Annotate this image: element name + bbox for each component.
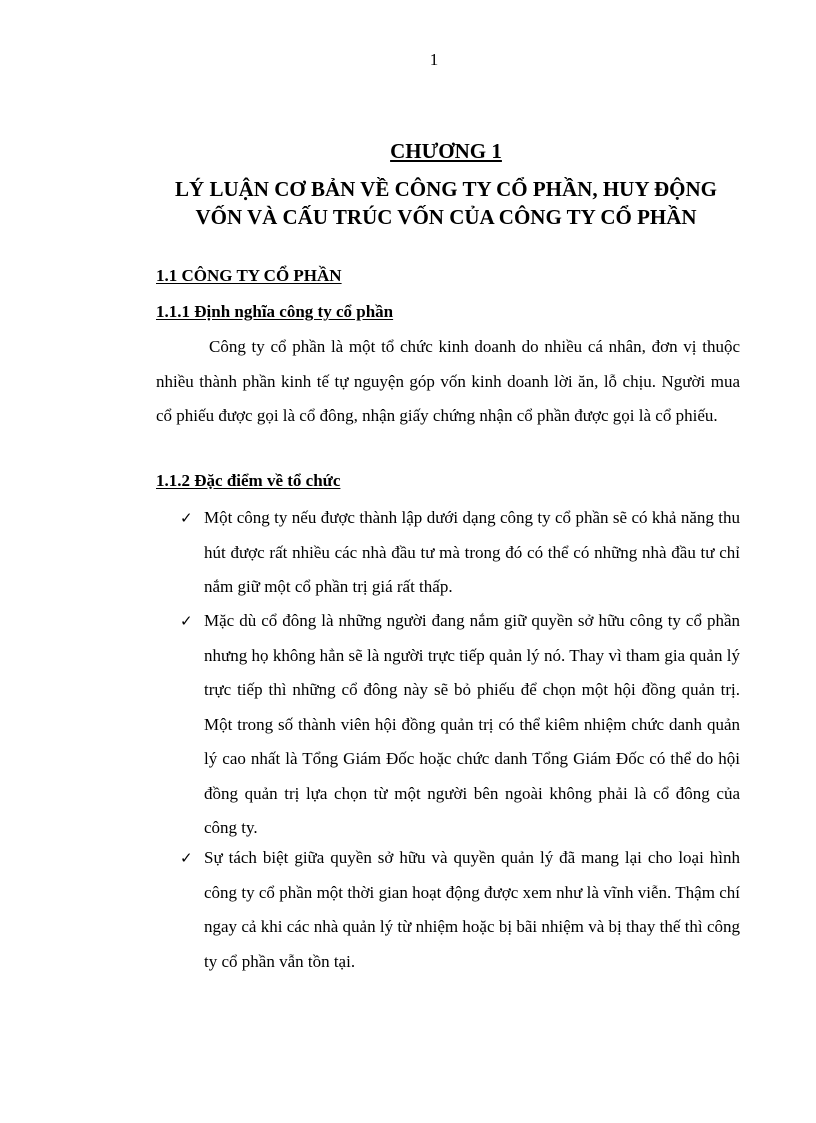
main-title-line-2: VỐN VÀ CẤU TRÚC VỐN CỦA CÔNG TY CỔ PHẦN bbox=[195, 205, 697, 229]
list-item-text: Mặc dù cổ đông là những người đang nắm giữ quyền sở hữu công ty cổ phần nhưng họ không hẳn sẽ là người trực tiếp quản lý nó. Thay vì tham gia quản lý trực tiếp thì những cổ đông này sẽ bỏ phiếu để chọn một hội đồng quản trị. Một trong số thành viên hội đồng quản trị có thể kiêm nhiệm chức danh quản lý cao nhất là Tổng Giám Đốc hoặc chức danh Tổng Giám Đốc có thể do hội đồng quản trị lựa chọn từ một người bên ngoài không phải là cổ đông của công ty. bbox=[204, 611, 740, 837]
section-heading-1-1-1: 1.1.1 Định nghĩa công ty cổ phần bbox=[156, 302, 394, 321]
list-item-text: Sự tách biệt giữa quyền sở hữu và quyền quản lý đã mang lại cho loại hình công ty cổ phần một thời gian hoạt động được xem như là vĩnh viễn. Thậm chí ngay cả khi các nhà quản lý từ nhiệm hoặc bị bãi nhiệm và bị thay thế thì công ty cổ phần vẫn tồn tại. bbox=[204, 848, 740, 971]
main-title-line-1: LÝ LUẬN CƠ BẢN VỀ CÔNG TY CỔ PHẦN, HUY ĐỘNG bbox=[175, 177, 717, 201]
checkmark-icon: ✓ bbox=[180, 849, 193, 867]
list-item bbox=[180, 841, 740, 979]
checkmark-icon: ✓ bbox=[180, 612, 193, 630]
section-heading-1-1: 1.1 CÔNG TY CỔ PHẦN bbox=[156, 266, 342, 285]
checkmark-icon: ✓ bbox=[180, 509, 193, 527]
list-item bbox=[180, 604, 740, 846]
list-item bbox=[180, 501, 740, 605]
page-number: 1 bbox=[429, 50, 439, 69]
section-heading-1-1-2: 1.1.2 Đặc điểm về tổ chức bbox=[156, 471, 341, 490]
definition-paragraph: Công ty cổ phần là một tổ chức kinh doanh do nhiều cá nhân, đơn vị thuộc nhiều thành phần kinh tế tự nguyện góp vốn kinh doanh lời ăn, lỗ chịu. Người mua cổ phiếu được gọi là cổ đông, nhận giấy chứng nhận cổ phần được gọi là cổ phiếu. bbox=[156, 337, 740, 425]
chapter-title: CHƯƠNG 1 bbox=[390, 139, 502, 163]
list-item-text: Một công ty nếu được thành lập dưới dạng công ty cổ phần sẽ có khả năng thu hút được rất nhiều các nhà đầu tư mà trong đó có thể có những nhà đầu tư chỉ nắm giữ một cổ phần trị giá rất thấp. bbox=[204, 508, 740, 596]
